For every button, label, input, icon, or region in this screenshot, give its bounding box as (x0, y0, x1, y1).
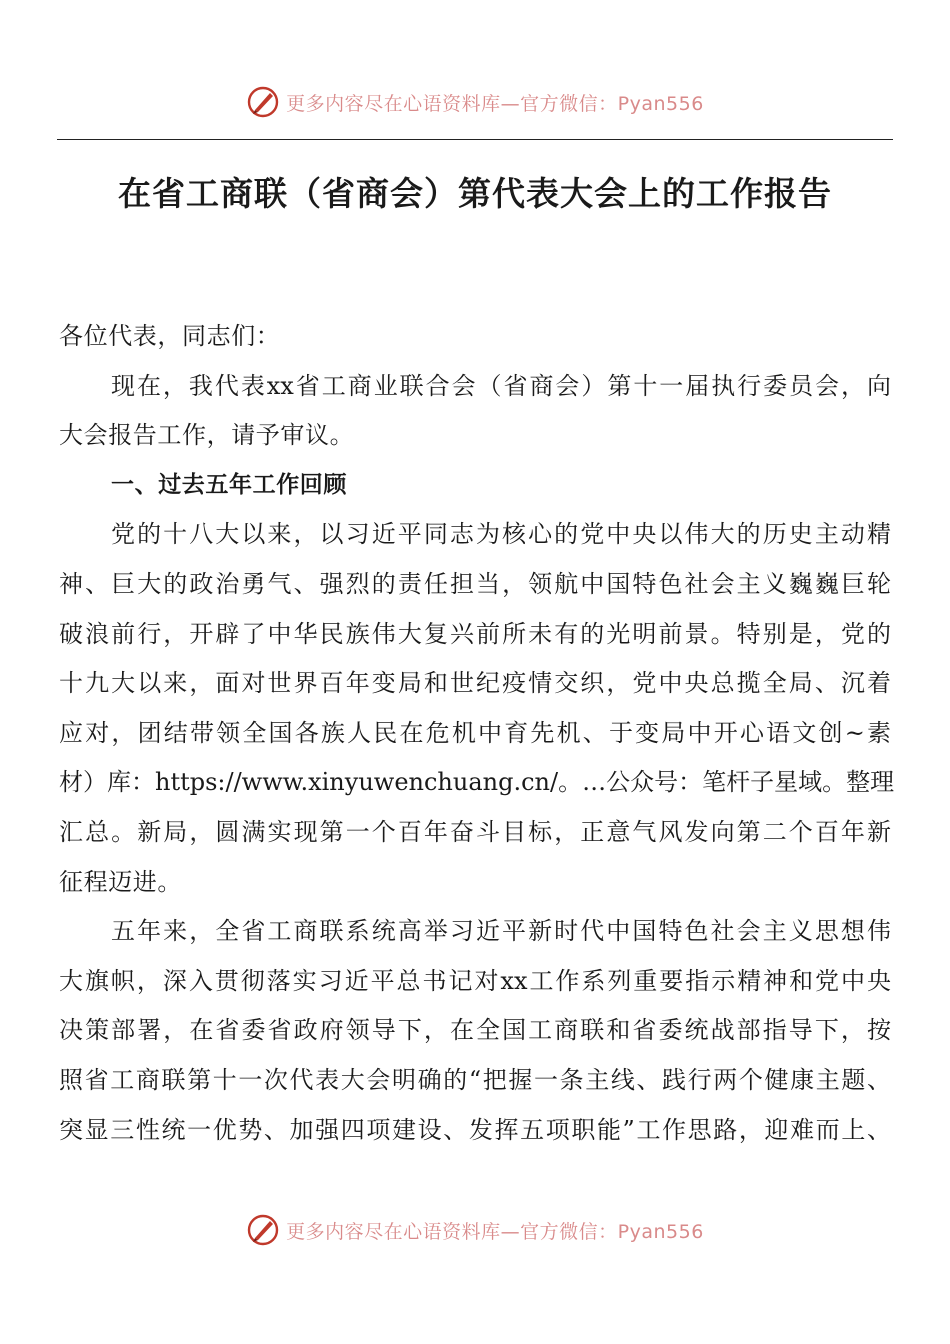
header-watermark (0, 82, 950, 122)
paragraph-line: 照省工商联第十一次代表大会明确的“把握一条主线、践行两个健康主题、 (59, 1065, 891, 1094)
paragraph-line: 应对，团结带领全国各族人民在危机中育先机、于变局中开心语文创~素 (59, 718, 891, 747)
document-body (59, 312, 895, 1155)
paragraph-line: 征程迈进。 (59, 867, 182, 896)
paragraph-line: 材）库：https://www.xinyuwenchuang.cn/。…公众号：笔杆子星域。整理 (59, 768, 895, 797)
footer-watermark (0, 1210, 950, 1250)
header-divider (57, 139, 893, 140)
footer-watermark-text: 更多内容尽在心语资料库—官方微信：Pyan556 (286, 1220, 704, 1243)
paragraph-line: 党的十八大以来，以习近平同志为核心的党中央以伟大的历史主动精 (111, 520, 891, 549)
paragraph-line: 决策部署，在省委省政府领导下，在全国工商联和省委统战部指导下，按 (59, 1016, 891, 1045)
paragraph-line: 神、巨大的政治勇气、强烈的责任担当，领航中国特色社会主义巍巍巨轮 (59, 569, 891, 598)
header-watermark-text: 更多内容尽在心语资料库—官方微信：Pyan556 (286, 92, 704, 115)
paragraph-line: 五年来，全省工商联系统高举习近平新时代中国特色社会主义思想伟 (111, 917, 891, 946)
paragraph-line: 破浪前行，开辟了中华民族伟大复兴前所未有的光明前景。特别是，党的 (59, 619, 891, 648)
document-title: 在省工商联（省商会）第代表大会上的工作报告 (118, 174, 832, 213)
section-heading: 一、过去五年工作回顾 (111, 471, 347, 498)
salutation: 各位代表，同志们： (59, 322, 281, 350)
paragraph-line: 汇总。新局，圆满实现第一个百年奋斗目标，正意气风发向第二个百年新 (59, 817, 891, 846)
paragraph-line: 十九大以来，面对世界百年变局和世纪疫情交织，党中央总揽全局、沉着 (59, 669, 891, 698)
pen-logo-icon (246, 1213, 280, 1247)
pen-logo-icon (246, 85, 280, 119)
paragraph-line: 现在，我代表xx省工商业联合会（省商会）第十一届执行委员会，向 (111, 371, 891, 400)
paragraph-line: 大会报告工作，请予审议。 (59, 421, 355, 450)
paragraph-line: 突显三性统一优势、加强四项建设、发挥五项职能”工作思路，迎难而上、 (59, 1115, 891, 1144)
paragraph-line: 大旗帜，深入贯彻落实习近平总书记对xx工作系列重要指示精神和党中央 (59, 966, 891, 995)
